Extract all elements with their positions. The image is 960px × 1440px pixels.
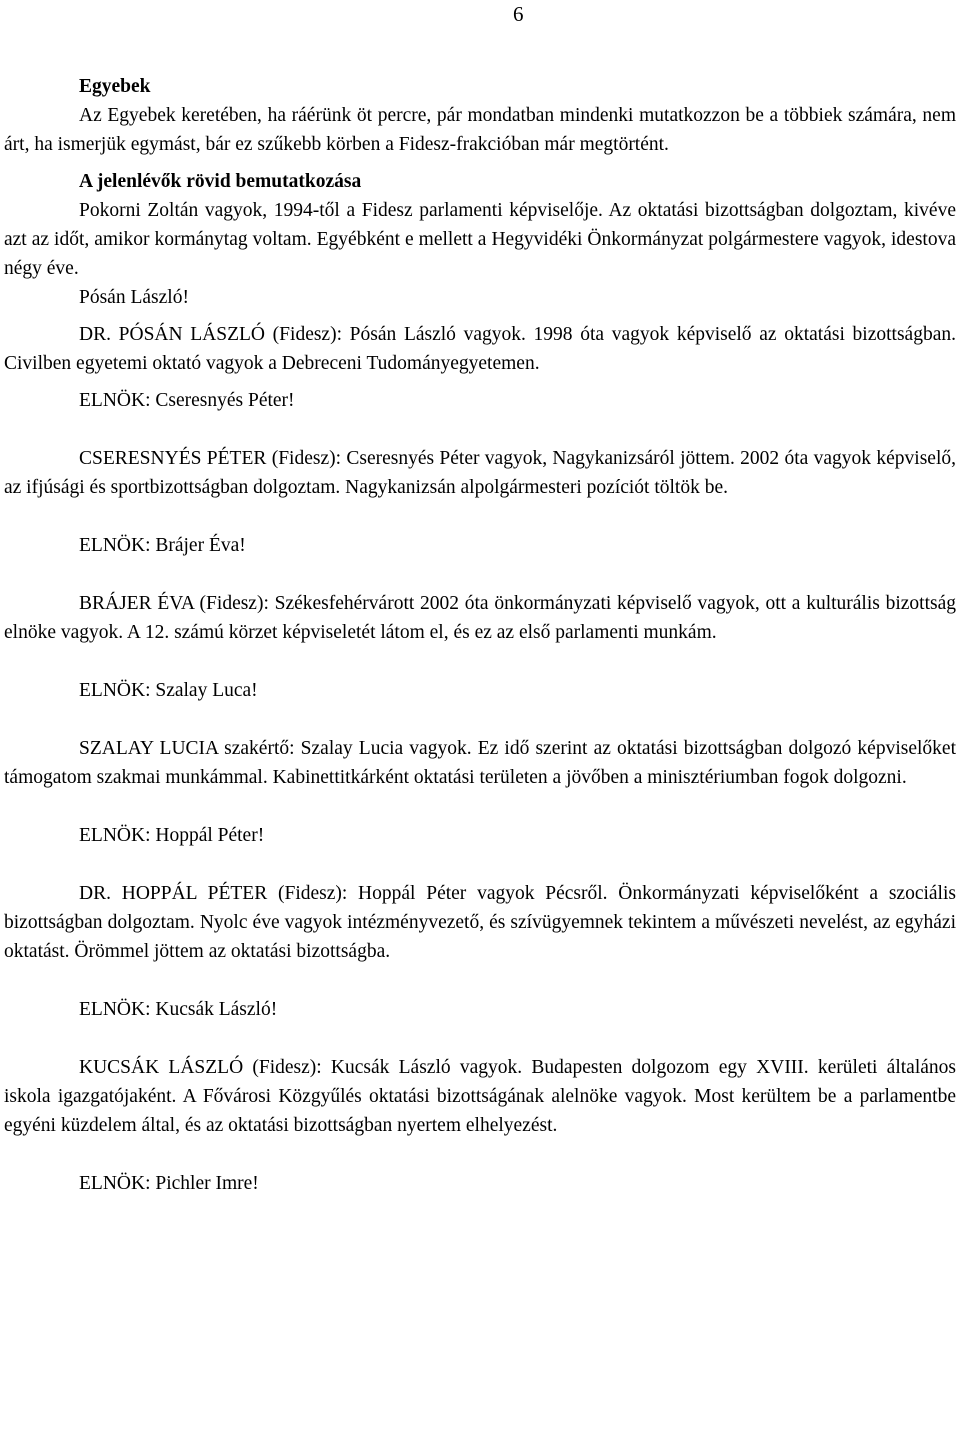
- call-hoppal: ELNÖK: Hoppál Péter!: [79, 825, 265, 846]
- paragraph-pokorni: Pokorni Zoltán vagyok, 1994-től a Fidesz parlamenti képviselője. Az oktatási bizottságban dolgoztam, kivéve azt az időt, amikor kormánytag voltam. Egyébként e mellett a Hegyvidéki Önkormányzat polgármestere vagyok, idestova négy éve.: [4, 200, 956, 279]
- call-brajer: ELNÖK: Brájer Éva!: [79, 535, 246, 556]
- paragraph-posan: DR. PÓSÁN LÁSZLÓ (Fidesz): Pósán László vagyok. 1998 óta vagyok képviselő az oktatási bizottságban. Civilben egyetemi oktató vagyok a Debreceni Tudományegyetemen.: [4, 324, 956, 374]
- page-number: 6: [513, 2, 524, 26]
- section-title-intro: A jelenlévők rövid bemutatkozása: [79, 171, 362, 192]
- document-body: [4, 72, 956, 1198]
- call-szalay: ELNÖK: Szalay Luca!: [79, 680, 258, 701]
- paragraph-kucsak: KUCSÁK LÁSZLÓ (Fidesz): Kucsák László vagyok. Budapesten dolgozom egy XVIII. kerületi általános iskola igazgatójaként. A Fővárosi Közgyűlés oktatási bizottságának alelnöke vagyok. Most kerültem be a parlamentbe egyéni küzdelem által, és az oktatási bizottságban nyertem elhelyezést.: [4, 1057, 956, 1136]
- paragraph-cseresnyes: CSERESNYÉS PÉTER (Fidesz): Cseresnyés Péter vagyok, Nagykanizsáról jöttem. 2002 óta vagyok képviselő, az ifjúsági és sportbizottságban dolgoztam. Nagykanizsán alpolgármesteri pozíciót töltök be.: [4, 448, 956, 498]
- call-kucsak: ELNÖK: Kucsák László!: [79, 999, 278, 1020]
- paragraph-hoppal: DR. HOPPÁL PÉTER (Fidesz): Hoppál Péter vagyok Pécsről. Önkormányzati képviselőként a szociális bizottságban dolgoztam. Nyolc éve vagyok intézményvezető, és szívügyemnek tekintem a művészeti nevelést, az egyházi oktatást. Örömmel jöttem az oktatási bizottságba.: [4, 883, 956, 962]
- call-pichler: ELNÖK: Pichler Imre!: [79, 1173, 259, 1194]
- call-posan: Pósán László!: [79, 287, 189, 308]
- paragraph-brajer: BRÁJER ÉVA (Fidesz): Székesfehérvárott 2002 óta önkormányzati képviselő vagyok, ott a kulturális bizottság elnöke vagyok. A 12. számú körzet képviseletét látom el, és ez az első parlamenti munkám.: [4, 593, 956, 643]
- call-cseresnyes: ELNÖK: Cseresnyés Péter!: [79, 390, 295, 411]
- section-title-egyebek: Egyebek: [79, 76, 151, 97]
- paragraph-egyebek: Az Egyebek keretében, ha ráérünk öt percre, pár mondatban mindenki mutatkozzon be a többiek számára, nem árt, ha ismerjük egymást, bár ez szűkebb körben a Fidesz-frakcióban már megtörtént.: [4, 105, 956, 155]
- paragraph-szalay: SZALAY LUCIA szakértő: Szalay Lucia vagyok. Ez idő szerint az oktatási bizottságban dolgozó képviselőket támogatom szakmai munkámmal. Kabinettitkárként oktatási területen a jövőben a minisztériumban fogok dolgozni.: [4, 738, 956, 788]
